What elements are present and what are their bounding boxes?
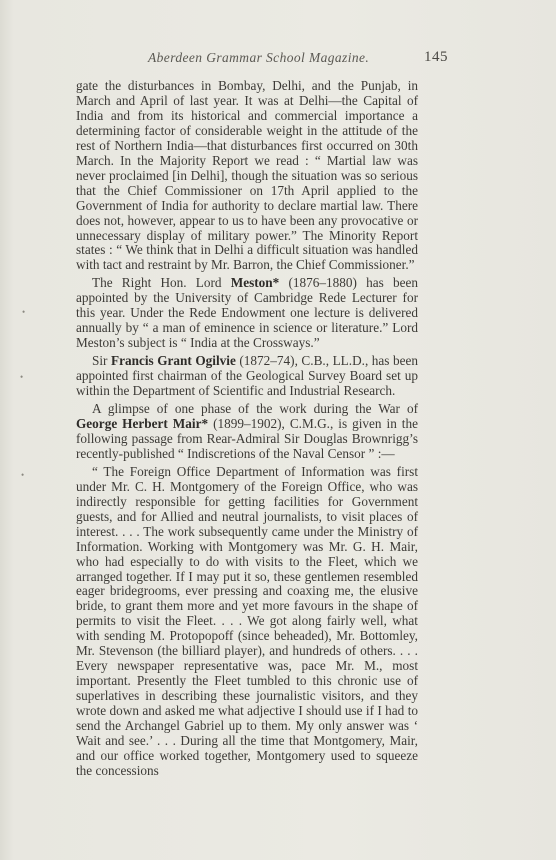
margin-speck: • xyxy=(20,372,24,382)
person-name: George Herbert Mair* xyxy=(76,415,209,431)
page-number: 145 xyxy=(424,49,448,65)
paragraph xyxy=(76,402,418,462)
paragraph-text: A glimpse of one phase of the work during the War of xyxy=(92,401,418,417)
paragraph-text: The Right Hon. Lord xyxy=(92,275,231,291)
running-title: Aberdeen Grammar School Magazine. xyxy=(148,50,370,65)
person-name: Meston* xyxy=(230,275,280,291)
margin-speck: • xyxy=(21,470,25,480)
quoted-passage: “ The Foreign Office Department of Information was first under Mr. C. H. Montgomery of the Foreign Office, who was indirectly responsible for getting facilities for Government guests, and for Allied and neutral journalists, to visit places of interest. . . . The work subsequently came under the Ministry of Information. Working with Montgomery was Mr. G. H. Mair, who had especially to do with visits to the Fleet, which we arranged together. If I may put it so, these gentlemen resembled eager bridegrooms, ever pressing and coaxing me, the elusive bride, to grant them more and yet more favours in the shape of permits to visit the Fleet. . . . We got along fairly well, what with sending M. Protopopoff (since beheaded), Mr. Bottomley, Mr. Stevenson (the billiard player), and hundreds of others. . . . Every newspaper representative was, pace Mr. M., most important. Presently the Fleet tumbled to this chronic use of superlatives in describing these journalistic visitors, and they wrote down and asked me what adjective I should use if I had to send the Archangel Gabriel up to them. My only answer was ‘ Wait and see.’ . . . During all the time that Montgomery, Mair, and our office worked together, Montgomery used to squeeze the concessions xyxy=(76,463,418,778)
article-body xyxy=(76,79,418,782)
paragraph-text: (1876–1880) has been appointed by the University of Cambridge Rede Lecturer for this year. Under the Rede Endowment one lecture is delivered annually by “ a man of eminence in science or literature.” Lord Meston’s subject is “ India at the Crossways.” xyxy=(76,275,419,351)
paragraph-text: (1899–1902), C.M.G., is given in the following passage from Rear-Admiral Sir Douglas Brownrigg’s recently-published “ Indiscretions of the Naval Censor ” :— xyxy=(76,415,418,461)
paragraph: gate the disturbances in Bombay, Delhi, and the Punjab, in March and April of last year. It was at Delhi—the Capital of India and from its historical and commercial importance a determining factor of considerable weight in the attitude of the rest of Northern India—that disturbances first occurred on 30th March. In the Majority Report we read : “ Martial law was never proclaimed [in Delhi], though the situation was so serious that the Chief Commissioner on 17th April applied to the Government of India for authority to declare martial law. There does not, however, appear to us to have been any provocative or unnecessary display of military power.” The Minority Report states : “ We think that in Delhi a difficult situation was handled with tact and restraint by Mr. Barron, the Chief Commissioner.” xyxy=(76,78,418,273)
margin-speck: • xyxy=(22,307,26,317)
paragraph xyxy=(76,354,418,399)
person-name: Francis Grant Ogilvie xyxy=(111,353,236,369)
paragraph xyxy=(76,276,418,351)
paragraph-text: Sir xyxy=(92,353,111,369)
paragraph-text: (1872–74), C.B., LL.D., has been appointed first chairman of the Geological Survey Board set up within the Department of Scientific and Industrial Research. xyxy=(76,353,419,399)
